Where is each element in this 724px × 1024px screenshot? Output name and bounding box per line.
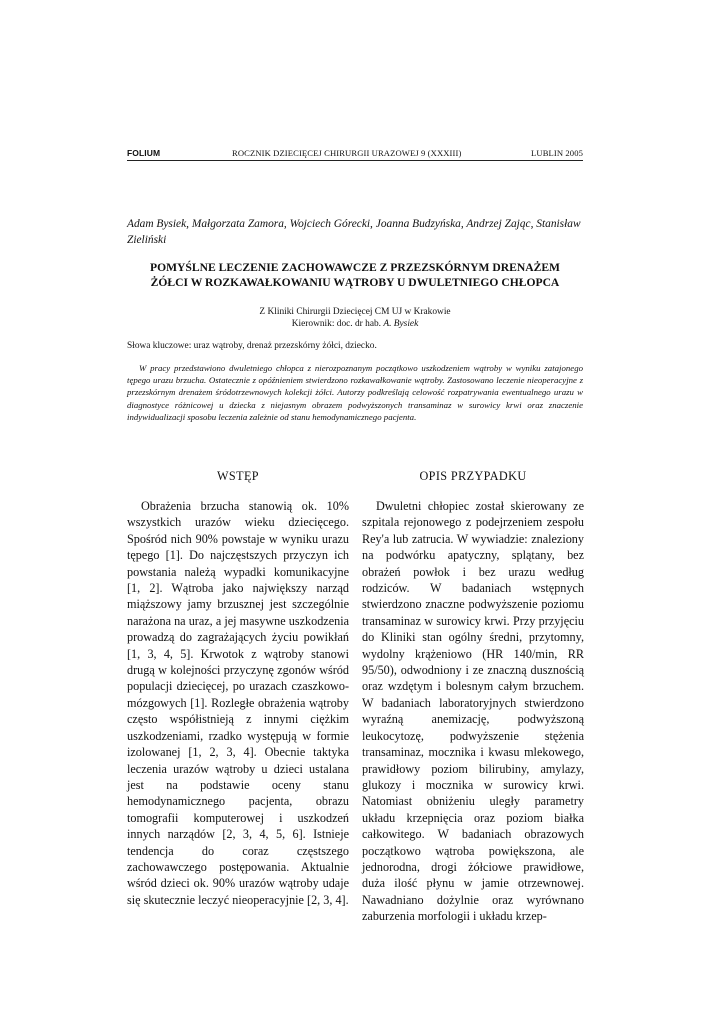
affiliation — [127, 306, 583, 330]
head-name: A. Bysiek — [383, 319, 419, 329]
author-list: Adam Bysiek, Małgorzata Zamora, Wojciech Górecki, Joanna Budzyńska, Andrzej Zając, Stanisław Zieliński — [127, 218, 581, 246]
journal-brand: FOLIUM — [127, 148, 161, 158]
section-heading-intro: WSTĘP — [217, 469, 259, 483]
title-line-2: ŻÓŁCI W ROZKAWAŁKOWANIU WĄTROBY U DWULETNIEGO CHŁOPCA — [150, 276, 560, 289]
article-title — [127, 260, 583, 290]
affiliation-clinic: Z Kliniki Chirurgii Dziecięcej CM UJ w Krakowie — [259, 307, 451, 317]
head-label: Kierownik: doc. dr hab. — [291, 319, 382, 329]
section-heading-case: OPIS PRZYPADKU — [419, 469, 527, 483]
title-line-1: POMYŚLNE LECZENIE ZACHOWAWCZE Z PRZEZSKÓRNYM DRENAŻEM — [149, 261, 561, 274]
place-year: LUBLIN 2005 — [531, 148, 583, 158]
intro-column — [127, 498, 349, 908]
case-paragraph: Dwuletni chłopiec został skierowany ze szpitala rejonowego z podejrzeniem zespołu Rey'a lub zatrucia. W wywiadzie: znaleziony na podwórku apatyczny, splątany, bez obrażeń powłok i bez urazu według rodziców. W badaniach wstępnych stwierdzono znaczne podwyższenie poziomu transaminaz w surowicy krwi. Przy przyjęciu do Kliniki stan ogólny średni, przytomny, wydolny krążeniowo (HR 140/min, RR 95/50), odwodniony i ze znaczną dusznością oraz wzdętym i bolesnym całym brzuchem. W badaniach laboratoryjnych stwierdzono wyraźną anemizację, podwyższoną leukocytozę, podwyższenie stężenia transaminaz, mocznika i kwasu mlekowego, prawidłowy poziom bilirubiny, amylazy, glukozy i mocznika w surowicy krwi. Natomiast obniżeniu uległy parametry układu krzepnięcia oraz poziom białka całkowitego. W badaniach obrazowych początkowo wątroba powiększona, ale jednorodna, drogi żółciowe prawidłowe, duża ilość płynu w jamie otrzewnowej. Nawadniano dożylnie oraz wyrównano zaburzenia morfologii i układu krzep- — [362, 499, 584, 924]
intro-paragraph: Obrażenia brzucha stanowią ok. 10% wszystkich urazów wieku dziecięcego. Spośród nich 90% powstaje w wyniku urazu tępego [1]. Do najczęstszych przyczyn ich powstania należą wypadki komunikacyjne [1, 2]. Wątroba jako największy narząd miąższowy jamy brzusznej jest szczególnie narażona na uraz, a jej masywne uszkodzenia prowadzą do zagrażających życiu powikłań [1, 3, 4, 5]. Krwotok z wątroby stanowi drugą w kolejności przyczynę zgonów wśród populacji dziecięcej, po urazach czaszkowo-mózgowych [1]. Rozległe obrażenia wątroby często współistnieją z innymi ciężkim uszkodzeniami, rzadko występują w formie izolowanej [1, 2, 3, 4]. Obecnie taktyka leczenia urazów wątroby u dzieci ustalana jest na podstawie oceny stanu hemodynamicznego pacjenta, obrazu tomografii komputerowej i uszkodzeń innych narządów [2, 3, 4, 5, 6]. Istnieje tendencja do coraz częstszego zachowawczego postępowania. Aktualnie wśród dzieci ok. 90% urazów wątroby udaje się skutecznie leczyć nieoperacyjnie [2, 3, 4]. — [127, 499, 349, 907]
journal-title: ROCZNIK DZIECIĘCEJ CHIRURGII URAZOWEJ 9 (XXXIII) — [232, 148, 462, 158]
affiliation-head — [127, 318, 583, 330]
case-column — [362, 498, 584, 925]
header-divider — [127, 160, 583, 161]
keywords: Słowa kluczowe: uraz wątroby, drenaż przezskórny żółci, dziecko. — [127, 341, 377, 351]
abstract: W pracy przedstawiono dwuletniego chłopca z nierozpoznanym początkowo uszkodzeniem wątroby w wyniku zatajonego tępego urazu brzucha. Ostatecznie z opóźnieniem stwierdzono rozkawałkowanie wątroby. Zastosowano leczenie nieoperacyjne z przezskórnym drenażem śródotrzewnowych kolekcji żółci. Autorzy podkreślają celowość rozpatrywania ewentualnego urazu w diagnostyce różnicowej u dziecka z niejasnym obrazem podwyższonych transaminaz w surowicy krwi oraz znaczenie indywidualizacji sposobu leczenia zależnie od stanu hemodynamicznego pacjenta. — [127, 363, 583, 422]
